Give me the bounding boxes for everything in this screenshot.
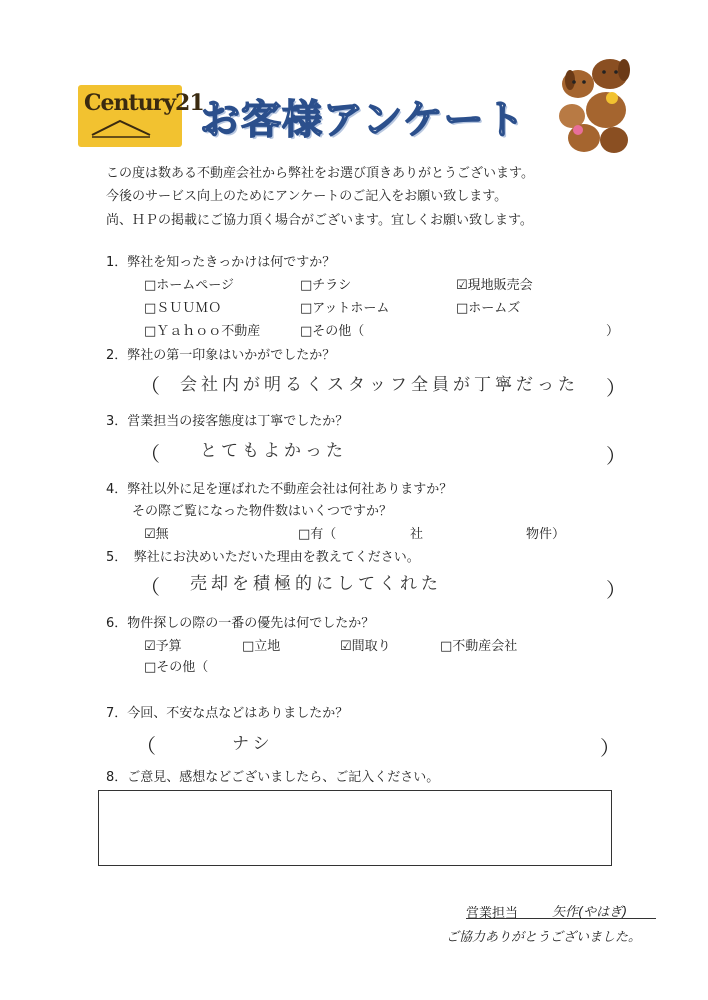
checkbox-empty-icon[interactable]: □ [144,660,157,675]
checkbox-empty-icon[interactable]: □ [242,639,255,654]
thanks-message: ご協力ありがとうございました。 [446,930,642,945]
q1-option-other[interactable]: □その他（ [300,324,365,339]
checkbox-checked-icon[interactable]: ☑ [144,527,156,542]
checkbox-empty-icon[interactable]: □ [298,527,311,542]
q3-open-paren: （ [140,442,160,466]
q4-unit-properties: 物件） [526,527,566,542]
question-1: 1．弊社を知ったきっかけは何ですか？ [106,255,336,270]
q7-answer[interactable]: ナシ [232,734,274,754]
checkbox-checked-icon[interactable]: ☑ [456,278,468,293]
dog-mascot-icon [548,52,638,158]
checkbox-empty-icon[interactable]: □ [440,639,453,654]
q1-option-homepage[interactable]: □ホームページ [144,278,235,293]
house-roof-icon [90,117,152,139]
logo-text: Century21 [84,90,204,116]
q2-answer[interactable]: 会社内が明るくスタッフ全員が丁寧だった [180,375,579,395]
question-8: 8．ご意見、感想などございましたら、ご記入ください。 [106,770,440,785]
question-7: 7．今回、不安な点などはありましたか？ [106,706,349,721]
q1-option-homes[interactable]: □ホームズ [456,301,521,316]
q1-option-suumo[interactable]: □ＳＵＵＭＯ [144,301,222,316]
q2-open-paren: （ [140,374,160,398]
staff-name: 矢作(やはぎ) [552,905,628,920]
checkbox-empty-icon[interactable]: □ [144,301,157,316]
comments-box[interactable] [98,790,612,866]
q1-option-flyer[interactable]: □チラシ [300,278,352,293]
page-title: お客様アンケート [200,97,526,143]
q1-close-paren: ） [606,324,620,339]
checkbox-checked-icon[interactable]: ☑ [340,639,352,654]
q6-option-budget[interactable]: ☑予算 [144,639,182,654]
checkbox-empty-icon[interactable]: □ [456,301,469,316]
checkbox-empty-icon[interactable]: □ [300,324,313,339]
q6-option-agency[interactable]: □不動産会社 [440,639,518,654]
q5-close-paren: ） [606,578,626,602]
q6-option-location[interactable]: □立地 [242,639,281,654]
intro-line-3: 尚、ＨＰの掲載にご協力頂く場合がございます。宜しくお願い致します。 [106,213,533,228]
question-6: 6．物件探しの際の一番の優先は何でしたか？ [106,616,375,631]
q5-answer[interactable]: 売却を積極的にしてくれた [190,574,442,594]
checkbox-empty-icon[interactable]: □ [300,301,313,316]
checkbox-empty-icon[interactable]: □ [144,278,157,293]
q6-option-layout[interactable]: ☑間取り [340,639,391,654]
question-4: 4．弊社以外に足を運ばれた不動産会社は何社ありますか？ [106,482,453,497]
question-3: 3．営業担当の接客態度は丁寧でしたか？ [106,414,349,429]
q7-close-paren: ） [600,736,620,760]
q3-close-paren: ） [606,444,626,468]
q6-option-other[interactable]: □その他（ [144,660,209,675]
q3-answer[interactable]: とてもよかった [200,441,347,461]
signature-line [466,918,656,919]
question-4-sub: その際ご覧になった物件数はいくつですか？ [132,504,393,519]
q5-open-paren: （ [140,575,160,599]
intro-line-2: 今後のサービス向上のためにアンケートのご記入をお願い致します。 [106,189,508,204]
q1-option-yahoo[interactable]: □Ｙａｈｏｏ不動産 [144,324,261,339]
question-5: 5． 弊社にお決めいただいた理由を教えてください。 [106,550,420,565]
q7-open-paren: （ [136,734,156,758]
question-2: 2．弊社の第一印象はいかがでしたか？ [106,348,336,363]
q1-option-onsite-sale[interactable]: ☑現地販売会 [456,278,533,293]
staff-label: 営業担当 [466,906,519,921]
q4-option-yes[interactable]: □有（ [298,527,337,542]
checkbox-empty-icon[interactable]: □ [300,278,313,293]
checkbox-checked-icon[interactable]: ☑ [144,639,156,654]
checkbox-empty-icon[interactable]: □ [144,324,157,339]
q4-option-none[interactable]: ☑無 [144,527,169,542]
q4-unit-companies: 社 [410,527,424,542]
q1-option-athome[interactable]: □アットホーム [300,301,390,316]
intro-line-1: この度は数ある不動産会社から弊社をお選び頂きありがとうございます。 [106,166,534,181]
q2-close-paren: ） [606,376,626,400]
